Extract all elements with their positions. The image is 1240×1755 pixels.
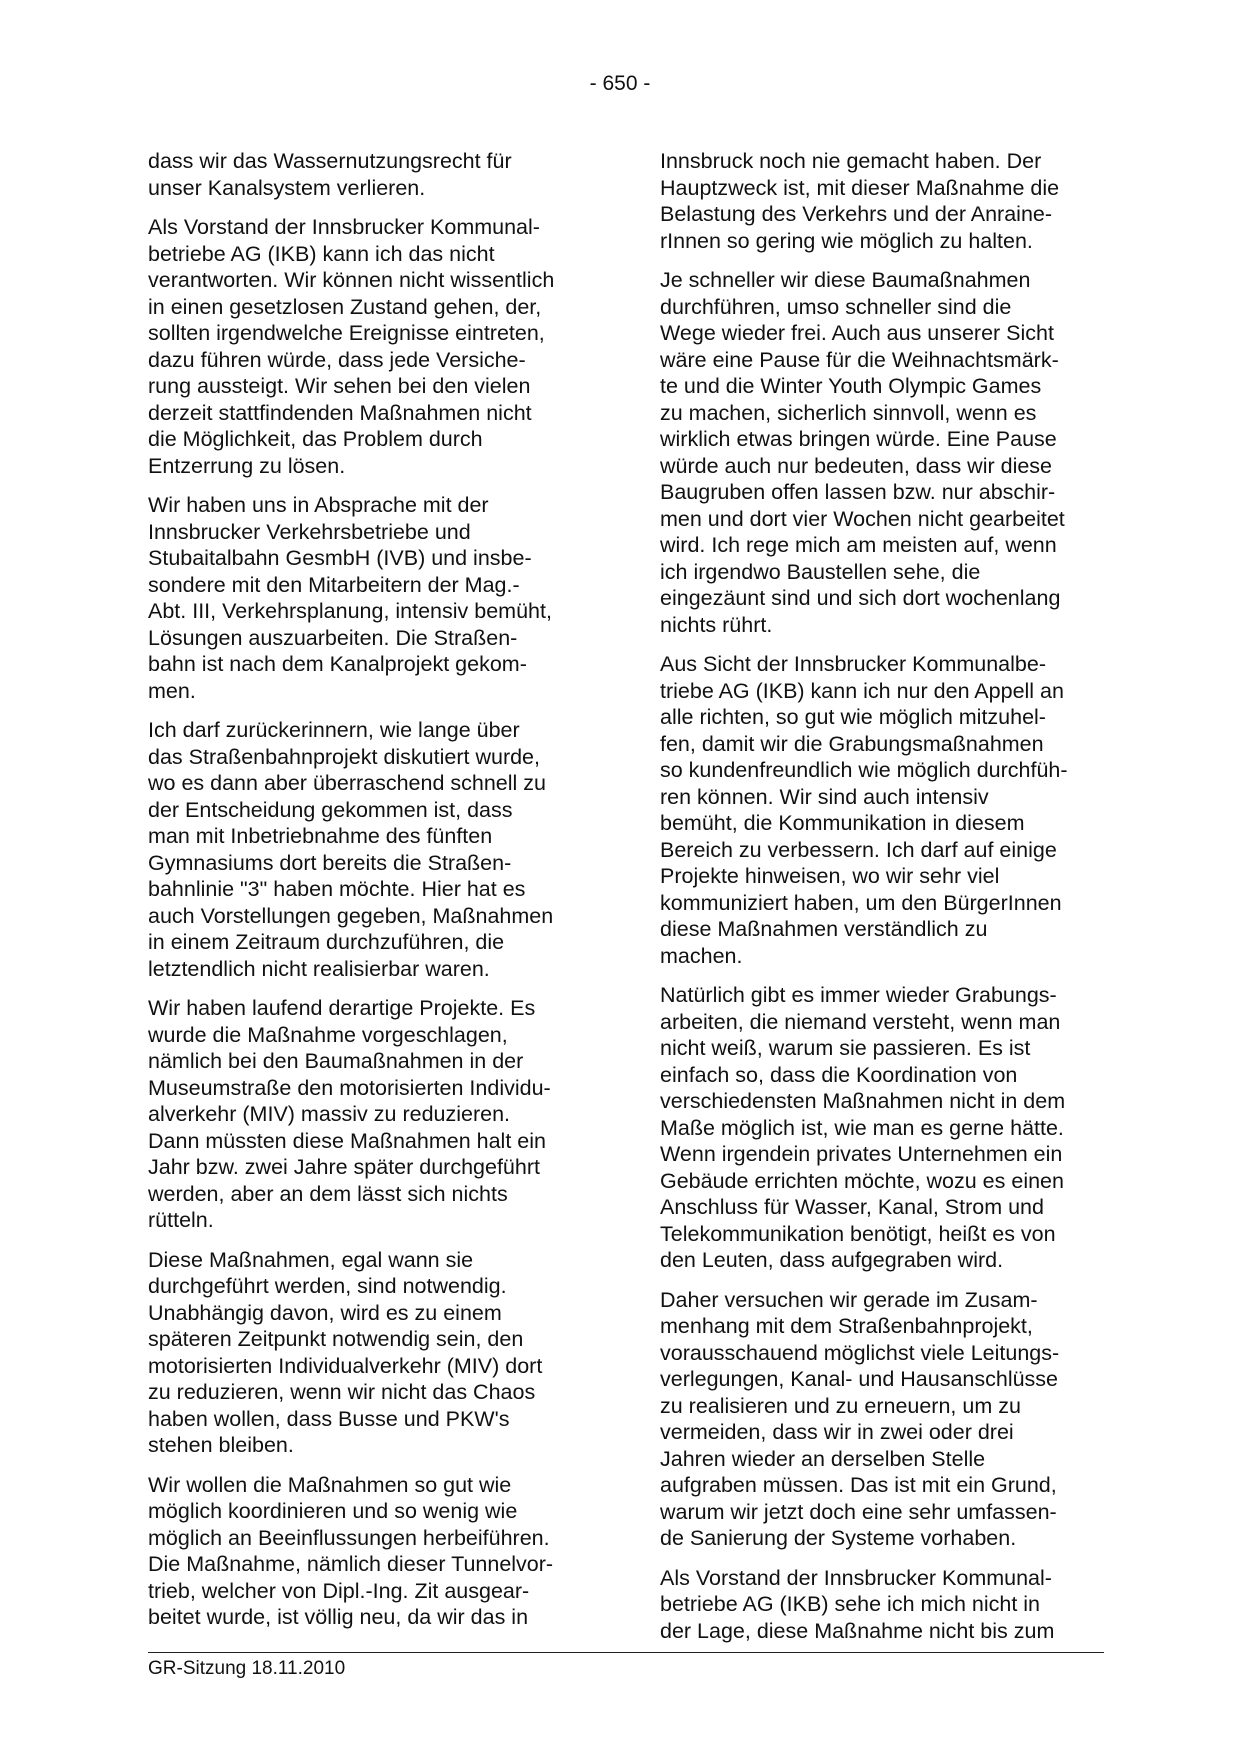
paragraph [148,492,588,704]
text-line: zu reduzieren, wenn wir nicht das Chaos [148,1380,536,1404]
text-line: man mit Inbetriebnahme des fünften [148,824,493,848]
text-line: möglich an Beeinflussungen herbeiführen. [148,1525,550,1550]
text-line: haben wollen, dass Busse und PKW's [148,1406,510,1431]
text-line: vorausschauend möglichst viele Leitungs- [660,1340,1060,1365]
text-line: ich irgendwo Baustellen sehe, die [660,559,981,584]
text-line: durchführen, umso schneller sind die [660,294,1012,319]
text-line: Gymnasiums dort bereits die Straßen- [148,850,512,875]
text-line: nämlich bei den Baumaßnahmen in der [148,1049,524,1073]
text-line: Bereich zu verbessern. Ich darf auf einige [660,837,1057,862]
text-line: men. [148,678,196,703]
text-line: de Sanierung der Systeme vorhaben. [660,1526,1017,1550]
text-line: Natürlich gibt es immer wieder Grabungs- [660,983,1057,1007]
text-line: Dann müssten diese Maßnahmen halt ein [148,1128,546,1153]
text-line: Als Vorstand der Innsbrucker Kommunal- [148,215,540,239]
paragraph [148,995,588,1234]
text-line: zu machen, sicherlich sinnvoll, wenn es [660,400,1037,425]
text-line: stehen bleiben. [148,1433,294,1457]
text-line: Anschluss für Wasser, Kanal, Strom und [660,1195,1044,1219]
text-line: der Entscheidung gekommen ist, dass [148,797,513,822]
text-line: in einen gesetzlosen Zustand gehen, der, [148,294,542,319]
text-line: Baugruben offen lassen bzw. nur abschir- [660,480,1056,504]
text-line: das Straßenbahnprojekt diskutiert wurde, [148,744,540,769]
text-line: Diese Maßnahmen, egal wann sie [148,1247,474,1272]
text-line: diese Maßnahmen verständlich zu [660,917,988,941]
paragraph [148,214,588,479]
paragraph [660,1565,1100,1645]
text-line: Jahren wieder an derselben Stelle [660,1446,986,1471]
text-line: zu realisieren und zu erneuern, um zu [660,1393,1021,1418]
text-line: alle richten, so gut wie möglich mitzuhel- [660,705,1046,729]
text-line: Belastung des Verkehrs und der Anraine- [660,202,1053,226]
text-line: Die Maßnahme, nämlich dieser Tunnelvor- [148,1552,554,1576]
text-line: Als Vorstand der Innsbrucker Kommunal- [660,1565,1052,1590]
text-line: arbeiten, die niemand versteht, wenn man [660,1009,1061,1034]
text-line: späteren Zeitpunkt notwendig sein, den [148,1327,524,1351]
text-line: einfach so, dass die Koordination von [660,1062,1018,1087]
text-line: betriebe AG (IKB) kann ich das nicht [148,241,495,266]
text-line: warum wir jetzt doch eine sehr umfassen- [660,1499,1057,1524]
paragraph [148,148,588,201]
text-line: Innsbruck noch nie gemacht haben. Der [660,149,1042,173]
text-line: dass wir das Wassernutzungsrecht für [148,149,512,173]
text-line: derzeit stattfindenden Maßnahmen nicht [148,400,532,425]
text-line: der Lage, diese Maßnahme nicht bis zum [660,1618,1055,1643]
text-line: möglich koordinieren und so wenig wie [148,1499,518,1523]
text-line: Wir haben laufend derartige Projekte. Es [148,996,536,1020]
paragraph [148,717,588,982]
text-line: würde auch nur bedeuten, dass wir diese [660,453,1053,478]
text-line: kommuniziert haben, um den BürgerInnen [660,890,1062,915]
text-line: triebe AG (IKB) kann ich nur den Appell an [660,678,1064,703]
text-line: auch Vorstellungen gegeben, Maßnahmen [148,903,554,928]
text-line: Projekte hinweisen, wo wir sehr viel [660,864,1000,888]
text-line: verschiedensten Maßnahmen nicht in dem [660,1089,1066,1113]
text-line: fen, damit wir die Grabungsmaßnahmen [660,731,1044,756]
text-line: Ich darf zurückerinnern, wie lange über [148,718,520,742]
text-line: Museumstraße den motorisierten Individu- [148,1075,551,1100]
text-line: verlegungen, Kanal- und Hausanschlüsse [660,1367,1059,1391]
text-line: alverkehr (MIV) massiv zu reduzieren. [148,1102,511,1126]
paragraph [660,1287,1100,1552]
text-line: Aus Sicht der Innsbrucker Kommunalbe- [660,652,1046,676]
text-line: letztendlich nicht realisierbar waren. [148,956,490,981]
text-line: Entzerrung zu lösen. [148,453,346,478]
text-line: bahn ist nach dem Kanalprojekt gekom- [148,652,527,676]
text-line: durchgeführt werden, sind notwendig. [148,1274,507,1298]
text-line: Lösungen auszuarbeiten. Die Straßen- [148,625,518,650]
text-line: sondere mit den Mitarbeitern der Mag.- [148,572,520,597]
text-line: menhang mit dem Straßenbahnprojekt, [660,1314,1033,1338]
text-line: Unabhängig davon, wird es zu einem [148,1300,502,1325]
text-line: eingezäunt sind und sich dort wochenlang [660,586,1061,610]
text-line: Wege wieder frei. Auch aus unserer Sicht [660,321,1054,345]
text-line: Gebäude errichten möchte, wozu es einen [660,1168,1064,1193]
text-line: trieb, welcher von Dipl.-Ing. Zit ausgear- [148,1578,530,1603]
text-line: Daher versuchen wir gerade im Zusam- [660,1287,1038,1312]
paragraph [660,267,1100,638]
paragraph [660,148,1100,254]
text-line: so kundenfreundlich wie möglich durchfüh- [660,758,1068,782]
text-line: den Leuten, dass aufgegraben wird. [660,1248,1004,1272]
right-column [660,148,1100,1657]
text-line: Wir wollen die Maßnahmen so gut wie [148,1472,512,1497]
left-column [148,148,588,1644]
text-line: Wenn irgendein privates Unternehmen ein [660,1142,1063,1166]
footer-session-date: GR-Sitzung 18.11.2010 [148,1658,346,1679]
text-line: wurde die Maßnahme vorgeschlagen, [148,1022,508,1047]
text-line: wirklich etwas bringen würde. Eine Pause [660,427,1057,451]
text-line: wo es dann aber überraschend schnell zu [148,771,547,795]
text-line: die Möglichkeit, das Problem durch [148,427,483,451]
text-line: Stubaitalbahn GesmbH (IVB) und insbe- [148,546,532,570]
text-line: beitet wurde, ist völlig neu, da wir das in [148,1605,529,1629]
text-line: machen. [660,943,743,968]
text-line: Hauptzweck ist, mit dieser Maßnahme die [660,175,1060,200]
paragraph [660,651,1100,969]
text-line: betriebe AG (IKB) sehe ich mich nicht in [660,1592,1041,1616]
text-line: sollten irgendwelche Ereignisse eintreten, [148,321,545,345]
text-line: Wir haben uns in Absprache mit der [148,493,489,517]
paragraph [148,1472,588,1631]
text-line: rütteln. [148,1208,214,1232]
text-line: motorisierten Individualverkehr (MIV) dort [148,1353,543,1378]
text-line: Telekommunikation benötigt, heißt es von [660,1221,1056,1246]
text-line: ren können. Wir sind auch intensiv [660,784,989,809]
text-line: vermeiden, dass wir in zwei oder drei [660,1420,1014,1444]
text-line: rInnen so gering wie möglich zu halten. [660,228,1033,253]
text-line: in einem Zeitraum durchzuführen, die [148,930,505,954]
text-line: Innsbrucker Verkehrsbetriebe und [148,519,471,544]
text-line: men und dort vier Wochen nicht gearbeitet [660,506,1065,531]
text-line: aufgraben müssen. Das ist mit ein Grund, [660,1473,1057,1497]
text-line: dazu führen würde, dass jede Versiche- [148,347,526,372]
text-line: bemüht, die Kommunikation in diesem [660,811,1025,835]
text-line: werden, aber an dem lässt sich nichts [148,1181,508,1206]
text-line: Je schneller wir diese Baumaßnahmen [660,268,1031,292]
text-line: te und die Winter Youth Olympic Games [660,374,1042,398]
text-line: Jahr bzw. zwei Jahre später durchgeführt [148,1155,540,1179]
text-line: Maße möglich ist, wie man es gerne hätte. [660,1115,1064,1140]
text-line: nicht weiß, warum sie passieren. Es ist [660,1036,1031,1060]
text-line: wäre eine Pause für die Weihnachtsmärk- [660,347,1059,372]
footer-divider [148,1652,1104,1653]
text-line: rung aussteigt. Wir sehen bei den vielen [148,374,531,398]
paragraph [148,1247,588,1459]
paragraph [660,982,1100,1274]
page-number: - 650 - [589,72,651,95]
text-line: verantworten. Wir können nicht wissentlich [148,268,555,292]
text-line: unser Kanalsystem verlieren. [148,175,426,200]
text-line: wird. Ich rege mich am meisten auf, wenn [660,533,1057,557]
text-line: nichts rührt. [660,612,773,637]
text-line: bahnlinie "3" haben möchte. Hier hat es [148,877,526,901]
text-line: Abt. III, Verkehrsplanung, intensiv bemüht, [148,599,552,623]
